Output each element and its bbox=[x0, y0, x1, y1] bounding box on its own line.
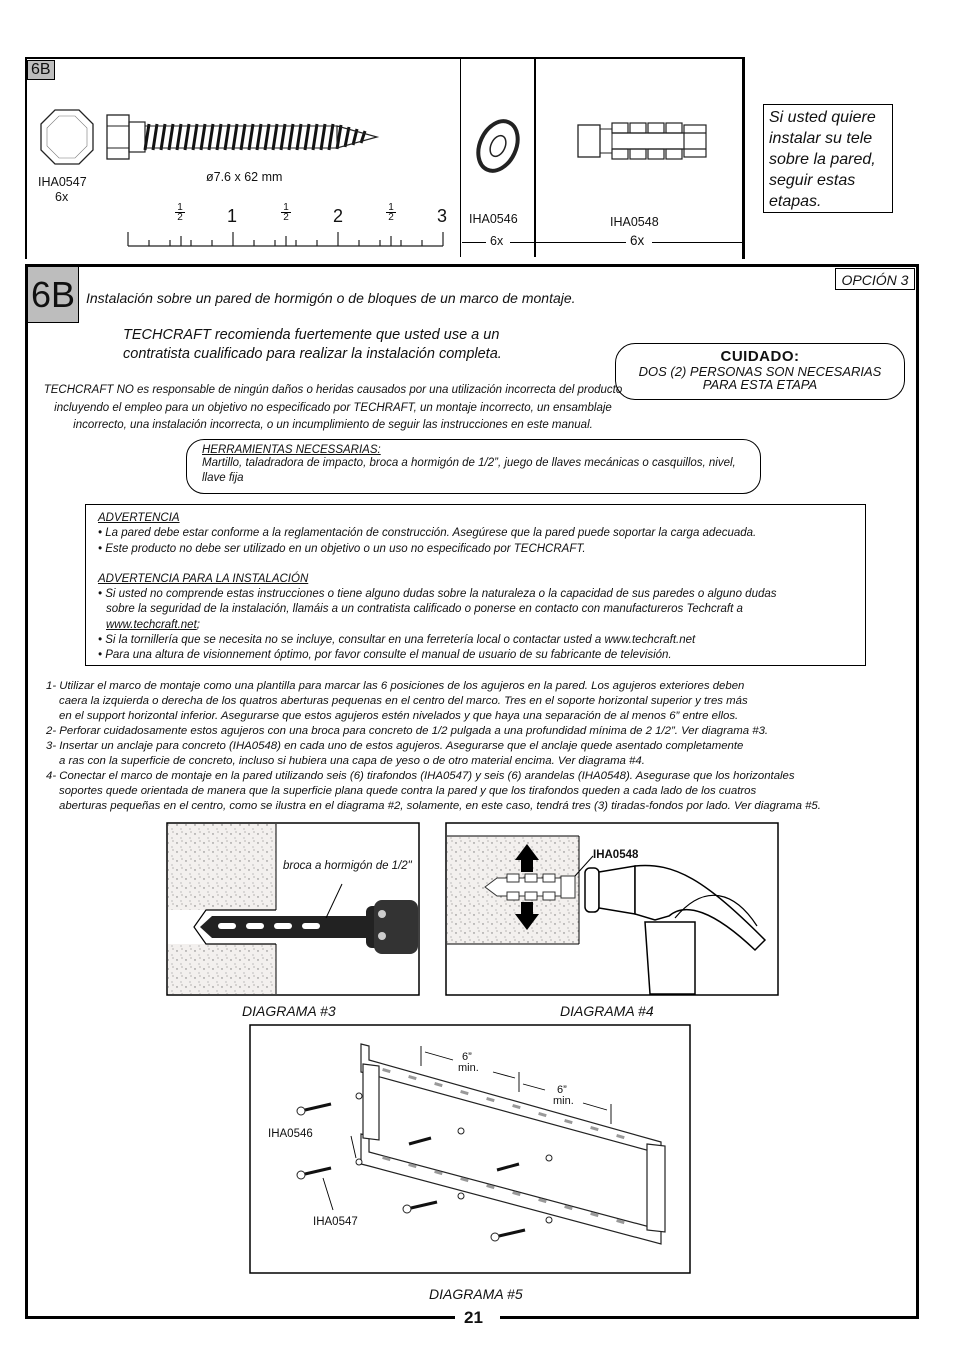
dim-1-unit: min. bbox=[458, 1062, 479, 1074]
diagram-4-caption: DIAGRAMA #4 bbox=[560, 1003, 654, 1019]
step-line-5: 3- Insertar un anclaje para concreto (IHA0548) en cada uno de estos agujeros. Asegurarse que el anclaje quede asentado completamente bbox=[46, 740, 744, 752]
main-bottom-border-right bbox=[500, 1316, 919, 1319]
washer-icon bbox=[462, 100, 534, 220]
caution-box bbox=[615, 343, 905, 400]
warning-line-2: • Este producto no debe ser utilizado en un objetivo o un uso no especificado por TECHCRAFT. bbox=[98, 542, 586, 555]
page-number: 21 bbox=[464, 1308, 483, 1327]
section-heading: Instalación sobre un pared de hormigón o de bloques de un marco de montaje. bbox=[86, 290, 576, 306]
anchor-qty-rule-2 bbox=[652, 242, 742, 243]
link-punct: ; bbox=[196, 618, 200, 631]
step-line-8: soportes quede orientada de manera que la superficie plana quede contra la pared y que los tirafondos queden a cada lado de los cuatros bbox=[59, 785, 757, 797]
drill-label: broca a hormigón de 1/2" bbox=[283, 860, 412, 872]
main-top-border bbox=[25, 264, 919, 267]
caution-text: DOS (2) PERSONAS SON NECESARIAS PARA ESTA ETAPA bbox=[638, 364, 882, 392]
main-left-border bbox=[25, 264, 28, 1319]
step-line-3: en el support horizontal inferior. Asegurarse que estos agujeros estén nivelados y que haya una separación de al menos 6” entre ellos. bbox=[59, 710, 739, 722]
step-line-4: 2- Perforar cuidadosamente estos agujeros con una broca para concreto de 1/2 pulgada a una profundidad mínima de 2 1/2”. Ver diagrama #3. bbox=[46, 725, 769, 737]
warning-line-3a: • Si usted no comprende estas instrucciones o tiene alguno dudas sobre la naturaleza o la capacidad de sus paredes o alguno dudas bbox=[98, 588, 777, 601]
ruler-half-3 bbox=[386, 203, 396, 222]
ruler-half-2 bbox=[281, 203, 291, 222]
anchor-label: IHA0548 bbox=[593, 849, 639, 861]
anchor-in-wall bbox=[485, 874, 575, 900]
ruler-half-1 bbox=[175, 203, 185, 222]
warning-line-1: • La pared debe estar conforme a la reglamentación de construcción. Asegúrese que la pared puede soportar la carga adecuada. bbox=[98, 527, 757, 540]
tools-box bbox=[186, 439, 761, 494]
washer-qty-rule bbox=[462, 242, 486, 243]
frac-num: 1 bbox=[283, 202, 289, 213]
bolt-label: IHA0547 bbox=[313, 1216, 358, 1228]
step-line-7: 4- Conectar el marco de montaje en la pared utilizando seis (6) tirafondos (IHA0547) y seis (6) arandelas (IHA0548). Asegurase que los horizontales bbox=[46, 770, 795, 782]
parts-tag: 6B bbox=[27, 60, 55, 80]
panel-top-border bbox=[25, 57, 745, 59]
ruler bbox=[128, 232, 443, 246]
anchor-icon bbox=[570, 115, 720, 165]
frac-den: 2 bbox=[386, 212, 396, 222]
dim-1-value: 6” bbox=[462, 1051, 472, 1063]
techcraft-link[interactable]: www.techcraft.net bbox=[106, 618, 197, 631]
disclaimer: TECHCRAFT NO es responsable de ningún daños o heridas causados por una utilización incorrecta del producto incluyendo el empleo para un objetivo no especificado por TECHRAFT, un montaje incorrecto, un ensamblaje incorrecto, una instalación incorrecta, o un incumplimiento de seguir las instrucciones en este manual. bbox=[43, 384, 623, 431]
washer-label: IHA0546 bbox=[268, 1128, 313, 1140]
step-line-2: caera la izquierda o derecha de los quatros aberturas pequenas en el centro del marco. Tres en el soporte horizontal superior y tres más bbox=[59, 695, 748, 707]
frac-num: 1 bbox=[388, 202, 394, 213]
anchor-qty-rule bbox=[536, 242, 626, 243]
frac-den: 2 bbox=[175, 212, 185, 222]
warning-line-4: • Si la tornillería que se necesita no se incluye, consultar en una ferretería local o contactar usted a www.techcraft.net bbox=[98, 634, 696, 647]
step-line-6: a ras con la superficie de concreto, incluso si hubiera una capa de yeso o de otro material encima. Ver diagrama #4. bbox=[59, 755, 645, 767]
warning-line-3c bbox=[98, 618, 853, 633]
washer-qty: 6x bbox=[490, 234, 504, 248]
step-line-1: 1- Utilizar el marco de montaje como una plantilla para marcar las 6 posiciones de los agujeros en la pared. Los agujeros exteriores deben bbox=[46, 680, 745, 692]
washer-id: IHA0546 bbox=[469, 212, 518, 226]
panel-right-border bbox=[742, 57, 745, 259]
dim-2-value: 6” bbox=[557, 1084, 567, 1096]
ruler-1: 1 bbox=[227, 206, 238, 226]
ruler-2: 2 bbox=[333, 206, 344, 226]
step-tag: 6B bbox=[28, 267, 79, 323]
panel-divider-2 bbox=[534, 57, 536, 257]
caution-title: CUIDADO: bbox=[720, 348, 800, 365]
diagram-3-caption: DIAGRAMA #3 bbox=[242, 1003, 336, 1019]
ruler-3: 3 bbox=[437, 206, 448, 226]
panel-divider-1 bbox=[460, 57, 461, 257]
diagram-3-drilling bbox=[166, 822, 420, 996]
warning-line-3b: sobre la seguridad de la instalación, llamáis a un contratista calificado o ponerse en contacto con manufactureros Techcraft a bbox=[106, 603, 743, 616]
washer-qty-rule-2 bbox=[510, 242, 534, 243]
hex-head-icon bbox=[41, 110, 93, 164]
warning-line-5: • Para una altura de visionnement óptimo, por favor consulte el manual de usuario de su fabricante de televisión. bbox=[98, 649, 672, 662]
tools-text: Martillo, taladradora de impacto, broca a hormigón de 1/2”, juego de llaves mecánicas o casquillos, nivel, llave fija bbox=[202, 457, 736, 484]
install-warning-title: ADVERTENCIA PARA LA INSTALACIÓN bbox=[98, 572, 309, 585]
recommendation: TECHCRAFT recomienda fuertemente que usted use a un contratista cualificado para realizar la instalación completa. bbox=[123, 327, 502, 362]
bolt-id: IHA0547 bbox=[38, 175, 87, 189]
frac-num: 1 bbox=[177, 202, 183, 213]
bolt-size: ø7.6 x 62 mm bbox=[206, 170, 283, 184]
dim-2-unit: min. bbox=[553, 1095, 574, 1107]
lag-bolt-illustration bbox=[27, 60, 460, 255]
diagram-5-caption: DIAGRAMA #5 bbox=[429, 1286, 523, 1302]
tools-title: HERRAMIENTAS NECESSARIAS: bbox=[202, 444, 381, 456]
warning-box bbox=[85, 504, 866, 666]
anchor-qty: 6x bbox=[630, 233, 645, 248]
anchor-id: IHA0548 bbox=[610, 215, 659, 229]
option-badge: OPCIÓN 3 bbox=[835, 268, 915, 290]
step-line-9: aberturas pequeñas en el centro, como se ilustra en el diagrama #2, solamente, en este caso, tendrá tres (3) tiradas-fondos por lado. Ver diagrama #5. bbox=[59, 800, 821, 812]
warning-title: ADVERTENCIA bbox=[98, 512, 180, 524]
frac-den: 2 bbox=[281, 212, 291, 222]
main-bottom-border-left bbox=[25, 1316, 455, 1319]
side-note: Si usted quiere instalar su tele sobre la pared, seguir estas etapas. bbox=[763, 104, 893, 213]
bolt-qty: 6x bbox=[55, 190, 69, 204]
bolt-threads bbox=[145, 124, 365, 150]
